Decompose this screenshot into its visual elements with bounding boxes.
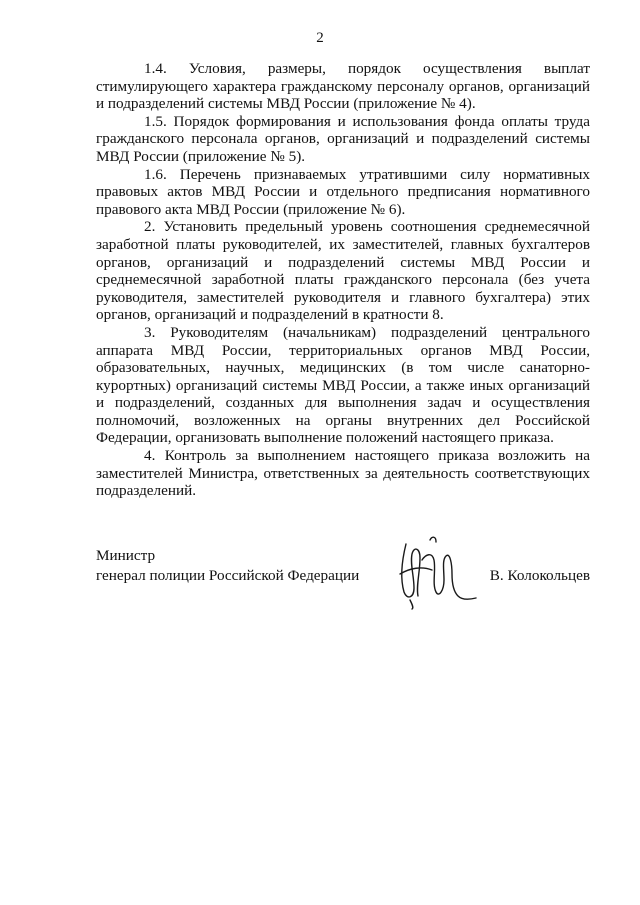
signatory-name: В. Колокольцев (489, 567, 590, 584)
page-number: 2 (316, 30, 324, 46)
signatory-title: Министр (96, 547, 156, 564)
paragraph-1-5: 1.5. Порядок формирования и использования фонда оплаты труда гражданского персонала органов, организаций и подразделений системы МВД России (приложение № 5). (96, 112, 590, 165)
paragraph-3: 3. Руководителям (начальникам) подразделений центрального аппарата МВД России, территориальных органов МВД России, образовательных, научных, медицинских (в том числе санаторно-курортных) организаций системы МВД России, а также иных организаций и подразделений, созданных для выполнения задач и осуществления полномочий, возложенных на органы внутренних дел Российской Федерации, организовать выполнение положений настоящего приказа. (96, 323, 590, 447)
paragraph-2: 2. Установить предельный уровень соотношения среднемесячной заработной платы руководителей, их заместителей, главных бухгалтеров органов, организаций и подразделений системы МВД России и среднемесячной заработной платы гражданского персонала (без учета руководителя, заместителей руководителя и главного бухгалтера) этих органов, организаций и подразделений в кратности 8. (96, 218, 590, 324)
signatory-rank: генерал полиции Российской Федерации (96, 567, 360, 584)
paragraph-1-4: 1.4. Условия, размеры, порядок осуществления выплат стимулирующего характера гражданскому персоналу органов, организаций и подразделений системы МВД России (приложение № 4). (96, 60, 590, 113)
signatory-position (96, 546, 359, 586)
handwritten-signature-icon (392, 530, 478, 610)
document-body (96, 60, 590, 500)
signature-block (96, 546, 590, 616)
paragraph-1-6: 1.6. Перечень признаваемых утратившими силу нормативных правовых актов МВД России и отдельного предписания нормативного правового акта МВД России (приложение № 6). (96, 165, 590, 218)
paragraph-4: 4. Контроль за выполнением настоящего приказа возложить на заместителей Министра, ответственных за деятельность соответствующих подразделений. (96, 447, 590, 500)
